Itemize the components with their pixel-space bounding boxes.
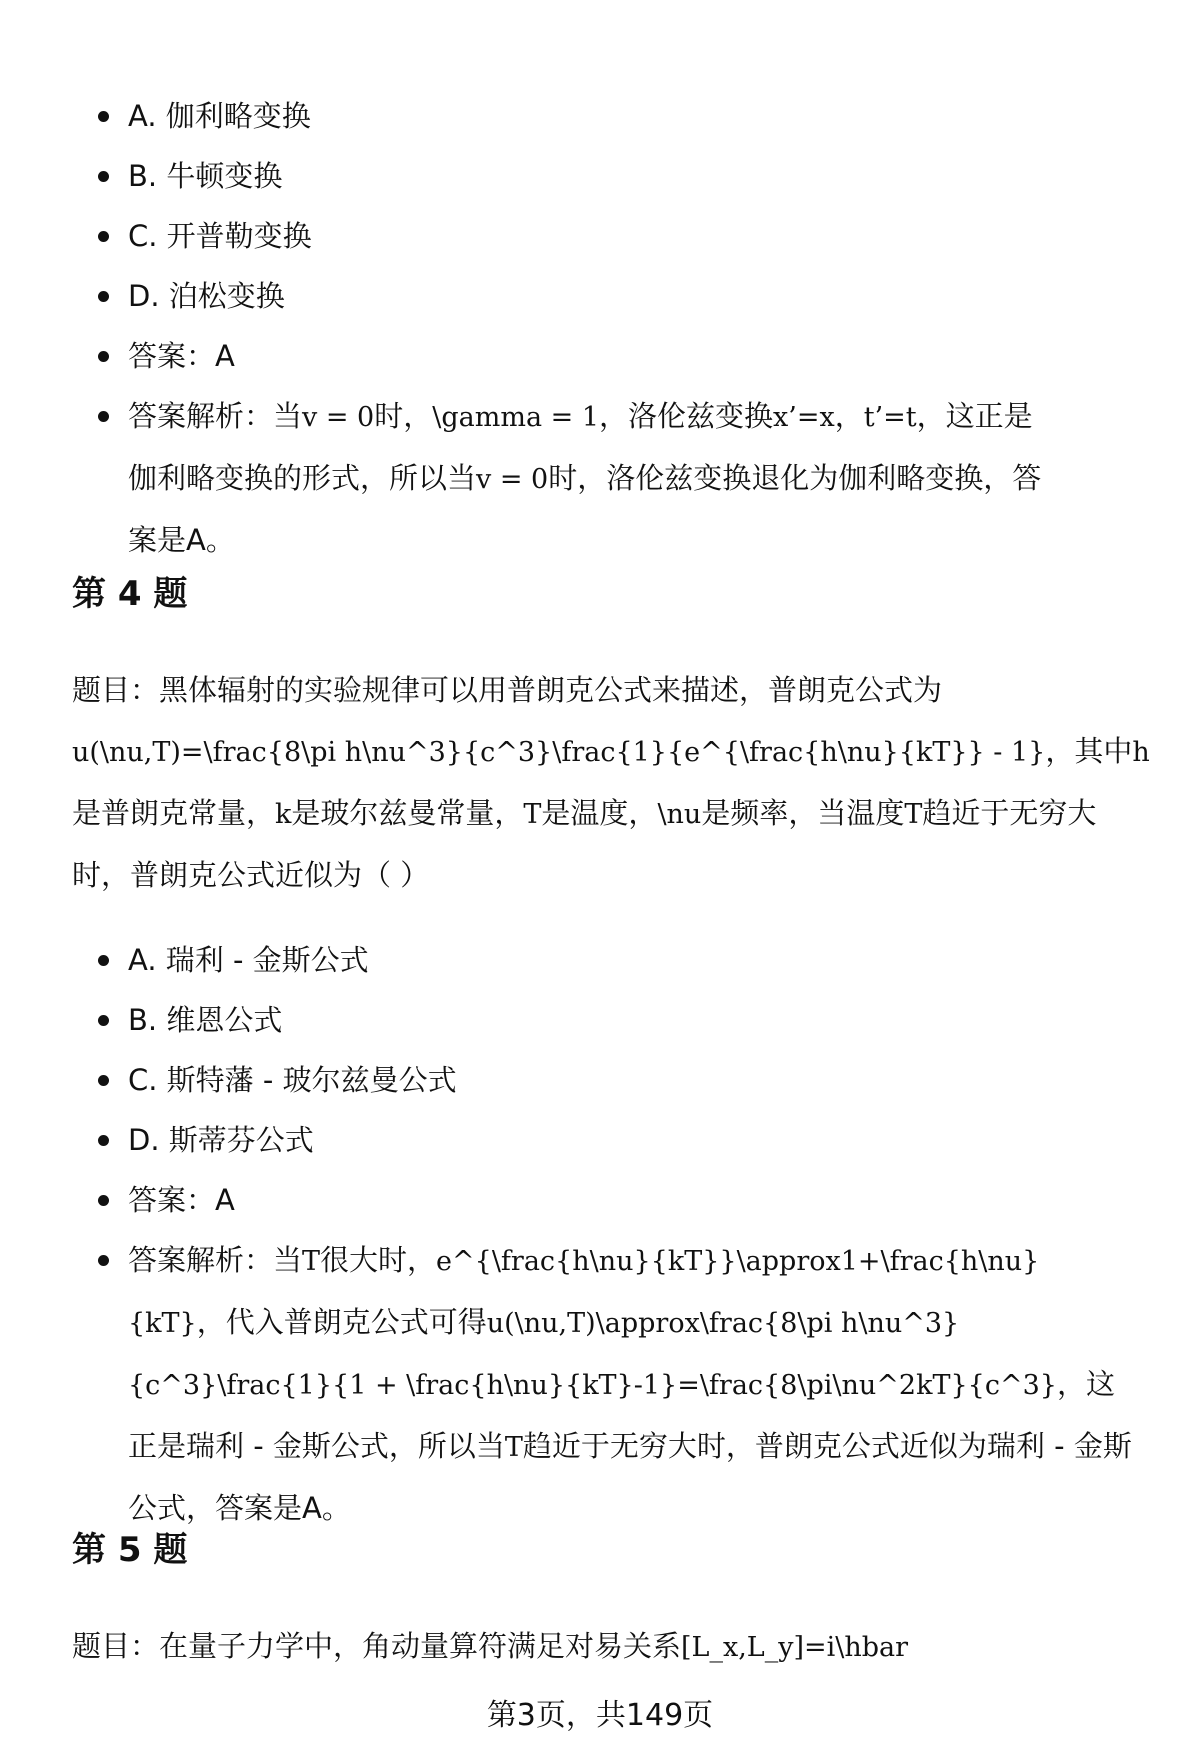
q3-expl-math-5: v = 0 (476, 464, 549, 495)
q4-answer: 答案：A (72, 1170, 1152, 1230)
page-footer: 第3页，共149页 (486, 1698, 714, 1733)
q3-answer: 答案：A (72, 326, 1152, 386)
q4-expl-text-4: ，这正是瑞利 - 金斯公式，所以当 (128, 1367, 1115, 1463)
q4-explanation (72, 1230, 1152, 1539)
q4-option-c: C. 斯特藩 - 玻尔兹曼公式 (72, 1050, 1152, 1110)
q5-stem-formula: [L_x,L_y]=i\hbar (681, 1632, 909, 1663)
q4-options-list (72, 930, 1152, 1539)
q4-expl-text-3: ，代入普朗克公式可得 (196, 1305, 487, 1339)
q4-expl-text-5: 趋近于无穷大时，普朗克公式近似为瑞利 - 金斯公式，答案是A。 (128, 1429, 1132, 1525)
q4-option-d: D. 斯蒂芬公式 (72, 1110, 1152, 1170)
q4-expl-math-approx: e^{\frac{h\nu}{kT}}\approx1+\frac{h\nu}{kT} (128, 1246, 1040, 1339)
q4-stem-text-5: 是温度， (541, 796, 658, 830)
q5-stem-text: 题目：在量子力学中，角动量算符满足对易关系 (72, 1629, 682, 1663)
q4-stem-math-nu: \nu (657, 799, 702, 830)
q4-option-b: B. 维恩公式 (72, 990, 1152, 1050)
q3-expl-text-5: 时，洛伦兹变换退化为伽利略变换，答案是A。 (128, 461, 1042, 557)
q3-expl-text-1: 时， (374, 399, 433, 433)
q4-stem-text-6: 是频率，当温度 (701, 796, 905, 830)
q4-expl-math-result: u(\nu,T)\approx\frac{8\pi h\nu^3}{c^3}\frac{1}{1 + \frac{h\nu}{kT}-1}=\frac{8\pi\nu^2kT}{c^3} (128, 1308, 1057, 1401)
q3-expl-math-1: v = 0 (302, 402, 375, 433)
q4-stem (72, 660, 1152, 906)
q5-heading: 第 5 题 (72, 1530, 188, 1570)
q4-expl-text-2: 很大时， (320, 1243, 437, 1277)
q3-option-a: A. 伽利略变换 (72, 86, 1152, 146)
q3-expl-text-2: ，洛伦兹变换 (599, 399, 774, 433)
q4-expl-text-1: 答案解析：当 (128, 1243, 303, 1277)
q4-stem-text-2: ，其中 (1045, 734, 1133, 768)
q3-expl-math-3: x’=x (773, 402, 835, 433)
q4-expl-math-t: T (302, 1246, 321, 1277)
q5-stem (72, 1616, 1162, 1678)
q4-option-a: A. 瑞利 - 金斯公式 (72, 930, 1152, 990)
q3-expl-math-4: t’=t (863, 402, 917, 433)
q3-explanation-text: 答案解析：当 (128, 399, 303, 433)
q4-stem-math-t: T (523, 799, 542, 830)
q4-stem-formula: u(\nu,T)=\frac{8\pi h\nu^3}{c^3}\frac{1}{e^{\frac{h\nu}{kT}} - 1} (72, 737, 1046, 768)
q4-stem-math-h: h (1132, 737, 1150, 768)
q3-expl-text-4: ，这正是伽利略变换的形式，所以当 (128, 399, 1033, 495)
q3-expl-math-2: \gamma = 1 (432, 402, 600, 433)
q4-options-section (72, 930, 1152, 1539)
q4-stem-text-3: 是普朗克常量， (72, 796, 276, 830)
q4-stem-text-4: 是玻尔兹曼常量， (291, 796, 524, 830)
q4-heading: 第 4 题 (72, 574, 188, 614)
q4-stem-math-t2: T (904, 799, 923, 830)
q4-stem-math-k: k (275, 799, 292, 830)
q3-explanation (72, 386, 1152, 571)
q3-option-c: C. 开普勒变换 (72, 206, 1152, 266)
q4-stem-text-1: 题目：黑体辐射的实验规律可以用普朗克公式来描述，普朗克公式为 (72, 673, 943, 707)
q3-expl-text-3: ， (834, 399, 864, 433)
q3-section (72, 86, 1152, 571)
q3-option-b: B. 牛顿变换 (72, 146, 1152, 206)
q4-stem-text-7: 趋近于无穷大时，普朗克公式近似为（ ） (72, 796, 1097, 892)
q3-options-list (72, 86, 1152, 571)
q4-expl-math-t2: T (504, 1432, 523, 1463)
q3-option-d: D. 泊松变换 (72, 266, 1152, 326)
